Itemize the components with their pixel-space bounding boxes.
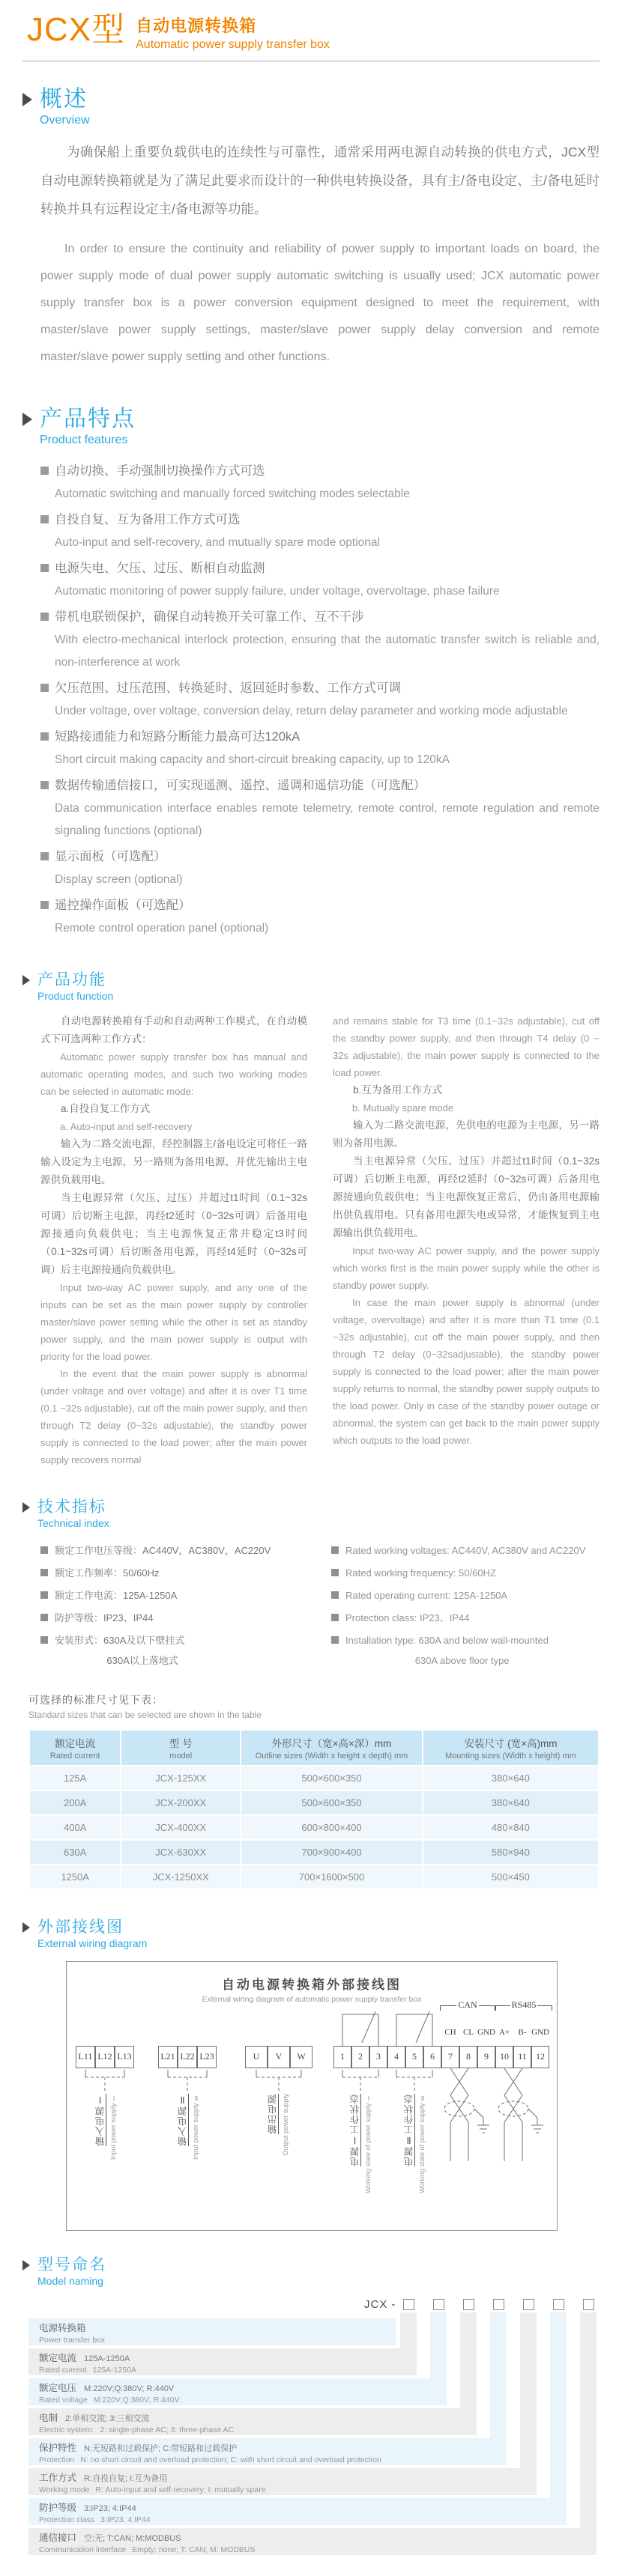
cell-mounting-size: 380×640	[423, 1791, 598, 1814]
table-row	[30, 1816, 598, 1839]
section-features	[22, 407, 600, 940]
cell-outline-size: 500×600×350	[241, 1791, 422, 1814]
feature-item	[40, 893, 600, 940]
terminal-group-output	[245, 2046, 312, 2068]
features-list	[40, 459, 600, 940]
bullet-square-icon	[40, 684, 49, 692]
spec-item: Rated operating current: 125A-1250A	[331, 1585, 600, 1607]
bracket-corner-icon	[495, 2005, 510, 2011]
group-label-state-1: 电源Ⅰ工作状态 Working state of power supply Ⅰ	[350, 2093, 372, 2193]
terminal: 12	[531, 2046, 549, 2068]
bracket-corner-icon	[440, 2005, 456, 2011]
feature-text-zh: 显示面板（可选配）	[40, 845, 600, 869]
wiring-heading	[22, 1919, 600, 1949]
technical-list-en	[331, 1540, 600, 1670]
pin-label-cl: CL	[462, 2027, 474, 2037]
section-marker-icon	[22, 975, 30, 985]
feature-item	[40, 508, 600, 554]
feature-text-zh: 短路接通能力和短路分断能力最高可达120kA	[40, 725, 600, 749]
cell-model: JCX-200XX	[121, 1791, 240, 1814]
function-column-right	[333, 1012, 600, 1468]
section-marker-icon	[22, 93, 32, 106]
pin-label-ch: CH	[444, 2027, 456, 2037]
naming-row: 防护等级 3:IP23; 4:IP44 Protection class 3:IP23; 4:IP44	[28, 2498, 567, 2525]
terminal: W	[290, 2046, 312, 2068]
feature-text-en: With electro-mechanical interlock protection, ensuring that the automatic transfer switch is reliable and, non-interference at work	[55, 633, 600, 669]
spec-item: 安装形式：630A及以下壁挂式 630A以上落地式	[40, 1629, 309, 1670]
feature-item	[40, 845, 600, 891]
rs485-bus-bracket	[495, 1999, 552, 2011]
feature-text-zh: 欠压范围、过压范围、转换延时、返回延时参数、工作方式可调	[40, 676, 600, 700]
column-header-rated-current: 额定电流 Rated current	[30, 1731, 120, 1765]
bullet-square-icon	[331, 1569, 339, 1576]
cell-rated-current: 200A	[30, 1791, 120, 1814]
terminal: 7	[441, 2046, 459, 2068]
spec-item: Rated working frequency: 50/60HZ	[331, 1562, 600, 1585]
cell-outline-size: 700×900×400	[241, 1841, 422, 1864]
sizes-note-en: Standard sizes that can be selected are shown in the table	[28, 1709, 262, 1720]
cell-outline-size: 700×1600×500	[241, 1865, 422, 1889]
bullet-square-icon	[40, 1546, 48, 1554]
bracket-corner-icon	[479, 2005, 495, 2011]
overview-paragraph-en: In order to ensure the continuity and reliability of power supply to important loads on board, the power supply mode of dual power supply automatic switching is usually used; JCX automatic power supply transfer box is a power conversion equipment designed to meet the requirement, with master/slave power supply settings, master/slave power supply delay conversion and remote master/slave power supply setting and other functions.	[40, 243, 600, 363]
product-title-zh: 自动电源转换箱	[136, 16, 257, 35]
column-header-outline-sizes: 外形尺寸（宽×高×深）mm Outline sizes (Width x height x depth) mm	[241, 1731, 422, 1765]
section-marker-icon	[22, 2260, 30, 2270]
can-label: CAN	[458, 1999, 477, 2010]
function-paragraph: a.自投自复工作方式	[61, 1102, 151, 1114]
terminal: 8	[459, 2046, 477, 2068]
function-title-en: Product function	[37, 989, 114, 1002]
section-technical	[22, 1498, 600, 1670]
bullet-square-icon	[331, 1636, 339, 1644]
bullet-square-icon	[331, 1591, 339, 1599]
function-paragraph: Input two-way AC power supply, and the power supply which works first is the main power supply while the other is standby power supply.	[333, 1245, 600, 1291]
cell-model: JCX-630XX	[121, 1841, 240, 1864]
wiring-title-zh: 外部接线图	[37, 1918, 124, 1936]
can-bus-bracket	[440, 1999, 495, 2011]
bullet-square-icon	[40, 1569, 48, 1576]
sizes-table	[28, 1729, 600, 1890]
feature-text-en: Data communication interface enables remote telemetry, remote control, remote regulation and remote signaling functions (optional)	[55, 801, 600, 837]
dash: -	[391, 2298, 396, 2312]
cell-model: JCX-400XX	[121, 1816, 240, 1839]
terminal: 1	[333, 2046, 351, 2068]
terminal: U	[245, 2046, 268, 2068]
function-paragraph: 当主电源异常（欠压、过压）并超过t1时间（0.1~32s可调）后切断主电源，再经t2延时（0~32s可调）后备用电源接通向负载供电；当主电源恢复正常并稳定t3时间（0.1~32s可调）后切断备用电源，再经t4延时（0~32s可调）后主电源接通向负载供电。	[40, 1191, 307, 1275]
naming-row: 电制 2:单相交流; 3:三相交流 Electric system: 2: single-phase AC; 3: three-phase AC	[28, 2408, 477, 2435]
terminal: V	[268, 2046, 290, 2068]
product-title	[136, 10, 330, 52]
diagram-title-en: External wiring diagram of automatic power supply transfer box	[202, 1994, 422, 2004]
overview-heading	[22, 87, 600, 127]
group-label-output: 输出电源 Output power supply	[268, 2093, 289, 2156]
pin-label-a-plus: A+	[498, 2027, 510, 2037]
function-paragraph: In the event that the main power supply is abnormal (under voltage and over voltage) and after it is over T1 time (0.1 ~32s adjustable), cut off the main power supply, and then through T2 delay (0~32s adjustable), the standby power supply is connected to the load power; after the main power supply recovers normal	[40, 1367, 307, 1465]
spec-item: 额定工作电流：125A-1250A	[40, 1585, 309, 1607]
pin-label-gnd: GND	[477, 2027, 495, 2037]
naming-row: 额定电压 M:220V;Q:380V; R:440V Rated voltage M:220V;Q:380V; R:440V	[28, 2378, 447, 2405]
naming-title-en: Model naming	[37, 2275, 103, 2288]
feature-item	[40, 774, 600, 842]
bullet-square-icon	[40, 732, 49, 741]
function-paragraph: b.互为备用工作方式	[353, 1084, 443, 1096]
function-paragraph: 输入为二路交流电源，先供电的电源为主电源，另一路则为备用电源。	[333, 1119, 600, 1149]
rs485-label: RS485	[511, 1999, 537, 2010]
cell-rated-current: 400A	[30, 1816, 120, 1839]
terminal: 11	[513, 2046, 531, 2068]
spec-item-line2: 630A以上落地式	[106, 1654, 178, 1666]
function-paragraph: Automatic power supply transfer box has manual and automatic operating modes, and such two working modes can be selected in automatic mode:	[40, 1051, 307, 1097]
feature-text-zh: 自动切换、手动强制切换操作方式可选	[40, 459, 600, 483]
feature-text-en: Under voltage, over voltage, conversion delay, return delay parameter and working mode adjustable	[55, 704, 568, 717]
sizes-note-zh: 可选择的标准尺寸见下表：	[28, 1693, 163, 1706]
features-heading	[22, 407, 600, 447]
overview-title-en: Overview	[40, 113, 90, 127]
cell-mounting-size: 480×840	[423, 1816, 598, 1839]
feature-text-zh: 遥控操作面板（可选配）	[40, 893, 600, 917]
terminal: L11	[76, 2046, 95, 2068]
function-paragraph: Input two-way AC power supply, and any one of the inputs can be set as the main power supply by controller master/slave power setting while the other is set as standby power supply, and the main power supply is output with priority for the load power.	[40, 1281, 307, 1362]
table-row	[30, 1791, 598, 1814]
product-model: JCX型	[27, 11, 126, 48]
cell-outline-size: 600×800×400	[241, 1816, 422, 1839]
feature-text-en: Auto-input and self-recovery, and mutually spare mode optional	[55, 535, 380, 549]
technical-heading	[22, 1498, 600, 1529]
terminal: L23	[197, 2046, 217, 2068]
bullet-square-icon	[40, 467, 49, 475]
feature-item	[40, 459, 600, 505]
terminal-group-input-2	[158, 2046, 217, 2068]
bracket-corner-icon	[537, 2005, 552, 2011]
page-header	[22, 10, 600, 52]
table-row	[30, 1865, 598, 1889]
function-paragraph: b. Mutually spare mode	[352, 1102, 454, 1114]
bullet-square-icon	[331, 1546, 339, 1554]
group-label-state-2: 电源Ⅱ工作状态 Working state of power supply Ⅱ	[404, 2093, 426, 2193]
sizes-note	[28, 1692, 600, 1720]
feature-item	[40, 725, 600, 771]
spec-item: 额定工作电压等级：AC440V，AC380V，AC220V	[40, 1540, 309, 1562]
table-row	[30, 1841, 598, 1864]
feature-item	[40, 556, 600, 603]
naming-row: 保护特性 N:无短路和过载保护; C:带短路和过载保护 Protection N: no short circuit and overload protection; C: with short circuit and overload protection	[28, 2438, 507, 2465]
naming-row: 额定电流 125A-1250A Rated current 125A-1250A	[28, 2348, 417, 2375]
cell-mounting-size: 380×640	[423, 1767, 598, 1790]
technical-title-en: Technical index	[37, 1516, 109, 1529]
terminal-group-input-1	[76, 2046, 134, 2068]
terminal: L12	[95, 2046, 115, 2068]
feature-text-en: Automatic switching and manually forced switching modes selectable	[55, 487, 410, 500]
bullet-square-icon	[40, 613, 49, 621]
product-title-en: Automatic power supply transfer box	[136, 38, 330, 51]
terminal: L21	[158, 2046, 178, 2068]
section-function	[22, 971, 600, 1468]
feature-item	[40, 605, 600, 674]
bullet-square-icon	[40, 901, 49, 909]
wiring-title-en: External wiring diagram	[37, 1936, 148, 1949]
feature-text-en: Short circuit making capacity and short-circuit breaking capacity, up to 120kA	[55, 753, 450, 766]
terminal: 9	[477, 2046, 495, 2068]
terminal: L13	[115, 2046, 134, 2068]
cell-rated-current: 125A	[30, 1767, 120, 1790]
feature-text-zh: 自投自复、互为备用工作方式可选	[40, 508, 600, 532]
terminal-group-signals	[333, 2046, 549, 2068]
naming-diagram	[28, 2297, 606, 2561]
bullet-square-icon	[40, 852, 49, 860]
naming-model-prefix: JCX -	[364, 2298, 396, 2312]
naming-heading	[22, 2256, 600, 2287]
feature-item	[40, 676, 600, 723]
feature-text-zh: 数据传输通信接口，可实现遥测、遥控、遥调和遥信功能（可选配）	[40, 774, 600, 798]
overview-title-zh: 概述	[40, 87, 88, 112]
pin-label-b-minus: B-	[518, 2027, 527, 2037]
terminal: 6	[423, 2046, 441, 2068]
technical-title-zh: 技术指标	[37, 1498, 106, 1516]
feature-text-en: Remote control operation panel (optional)	[55, 921, 269, 935]
cell-mounting-size: 580×940	[423, 1841, 598, 1864]
naming-rows	[28, 2297, 606, 2561]
section-marker-icon	[22, 1922, 30, 1933]
bullet-square-icon	[40, 1591, 48, 1599]
cell-outline-size: 500×600×350	[241, 1767, 422, 1790]
naming-row: 工作方式 R:自投自复; I:互为备用 Working mode R: Auto-input and self-recovery; I: mutually spare	[28, 2468, 537, 2495]
function-paragraph: 当主电源异常（欠压、过压）并超过t1时间（0.1~32s可调）后切断主电源，再经t2延时（0~32s可调）后备用电源接通向负载供电；当主电源恢复正常后，仍由备用电源输出供负载用电。只有备用电源失电或异常，才能恢复到主电源输出供负载用电。	[333, 1155, 600, 1239]
bullet-square-icon	[40, 515, 49, 523]
column-header-mounting-sizes: 安装尺寸 (宽×高)mm Mounting sizes (Width x height) mm	[423, 1731, 598, 1765]
function-paragraph: and remains stable for T3 time (0.1~32s adjustable), cut off the standby power supply, and then through T4 delay (0 ~ 32s adjustable), the main power supply is connected to the load power.	[333, 1015, 600, 1078]
function-title-zh: 产品功能	[37, 970, 106, 988]
feature-text-zh: 电源失电、欠压、过压、断相自动监测	[40, 556, 600, 580]
sizes-table-body	[30, 1767, 598, 1889]
diagram-title-zh: 自动电源转换箱外部接线图	[222, 1977, 402, 1992]
function-paragraph: In case the main power supply is abnormal (under voltage, overvoltage) and after it is more than T1 time (0.1 ~32s adjustable), cut off the main power supply, and then through T2 delay (0~32sadjustable), the standby power supply is connected to the load power; after the main power supply returns to normal, the standby power supply outputs to the load power. Only in case of the standby power outage or abnormal, the system can get back to the main power supply which outputs to the load power.	[333, 1296, 600, 1446]
cell-mounting-size: 500×450	[423, 1865, 598, 1889]
cell-model: JCX-1250XX	[121, 1865, 240, 1889]
bullet-square-icon	[40, 564, 49, 572]
cell-model: JCX-125XX	[121, 1767, 240, 1790]
cell-rated-current: 1250A	[30, 1865, 120, 1889]
bullet-square-icon	[40, 1614, 48, 1621]
cell-rated-current: 630A	[30, 1841, 120, 1864]
wiring-diagram	[66, 1961, 558, 2231]
terminal: 3	[369, 2046, 387, 2068]
overview-paragraph-zh: 为确保船上重要负载供电的连续性与可靠性，通常采用两电源自动转换的供电方式，JCX型自动电源转换箱就是为了满足此要求而设计的一种供电转换设备，具有主/备电设定、主/备电延时转换并具有远程设定主/备电源等功能。	[40, 144, 600, 216]
spec-item: 防护等级：IP23、IP44	[40, 1607, 309, 1629]
feature-text-en: Automatic monitoring of power supply failure, under voltage, overvoltage, phase failure	[55, 584, 500, 598]
function-column-left	[40, 1012, 307, 1468]
features-title-en: Product features	[40, 433, 128, 446]
naming-title-zh: 型号命名	[37, 2255, 106, 2273]
spec-item: 额定工作频率：50/60Hz	[40, 1562, 309, 1585]
sizes-table-head	[30, 1731, 598, 1765]
section-naming	[22, 2256, 600, 2561]
group-label-input-1: 输入电源Ⅰ Input power supply Ⅰ	[95, 2093, 117, 2160]
bullet-square-icon	[331, 1614, 339, 1621]
bullet-square-icon	[40, 781, 49, 789]
features-title-zh: 产品特点	[40, 407, 136, 431]
spec-item: Rated working voltages: AC440V, AC380V and AC220V	[331, 1540, 600, 1562]
bullet-square-icon	[40, 1636, 48, 1644]
table-row	[30, 1767, 598, 1790]
section-wiring	[22, 1919, 600, 2231]
naming-row: 电源转换箱 Power transfer box	[28, 2318, 396, 2345]
feature-text-zh: 带机电联锁保护，确保自动转换开关可靠工作、互不干涉	[40, 605, 600, 629]
technical-list-zh	[40, 1540, 309, 1670]
section-marker-icon	[22, 1502, 30, 1513]
naming-row: 通信接口 空:无; T:CAN; M:MODBUS Communication interface Empty: none; T: CAN; M: MODBUS	[28, 2528, 597, 2555]
terminal: 5	[405, 2046, 423, 2068]
function-paragraph: a. Auto-input and self-recovery	[60, 1120, 193, 1132]
spec-item: Installation type: 630A and below wall-mounted 630A above floor type	[331, 1629, 600, 1670]
function-heading	[22, 971, 600, 1002]
section-marker-icon	[22, 413, 32, 426]
spec-item: Protection class: IP23、IP44	[331, 1607, 600, 1629]
function-paragraph: 自动电源转换箱有手动和自动两种工作模式，在自动模式下可选两种工作方式：	[40, 1015, 307, 1045]
function-paragraph: 输入为二路交流电源，经控制器主/备电设定可将任一路输入设定为主电源，另一路则为备用电源，并优先输出主电源供负载用电。	[40, 1137, 307, 1185]
spec-item-line2: 630A above floor type	[414, 1654, 510, 1666]
terminal: 2	[351, 2046, 369, 2068]
section-overview	[22, 87, 600, 371]
group-label-input-2: 输入电源Ⅱ Input power supply Ⅱ	[178, 2093, 199, 2160]
terminal: L22	[178, 2046, 197, 2068]
feature-text-en: Display screen (optional)	[55, 872, 183, 886]
terminal: 4	[387, 2046, 405, 2068]
terminal: 10	[495, 2046, 513, 2068]
pin-label-gnd: GND	[531, 2027, 549, 2037]
column-header-model: 型 号 model	[121, 1731, 240, 1765]
